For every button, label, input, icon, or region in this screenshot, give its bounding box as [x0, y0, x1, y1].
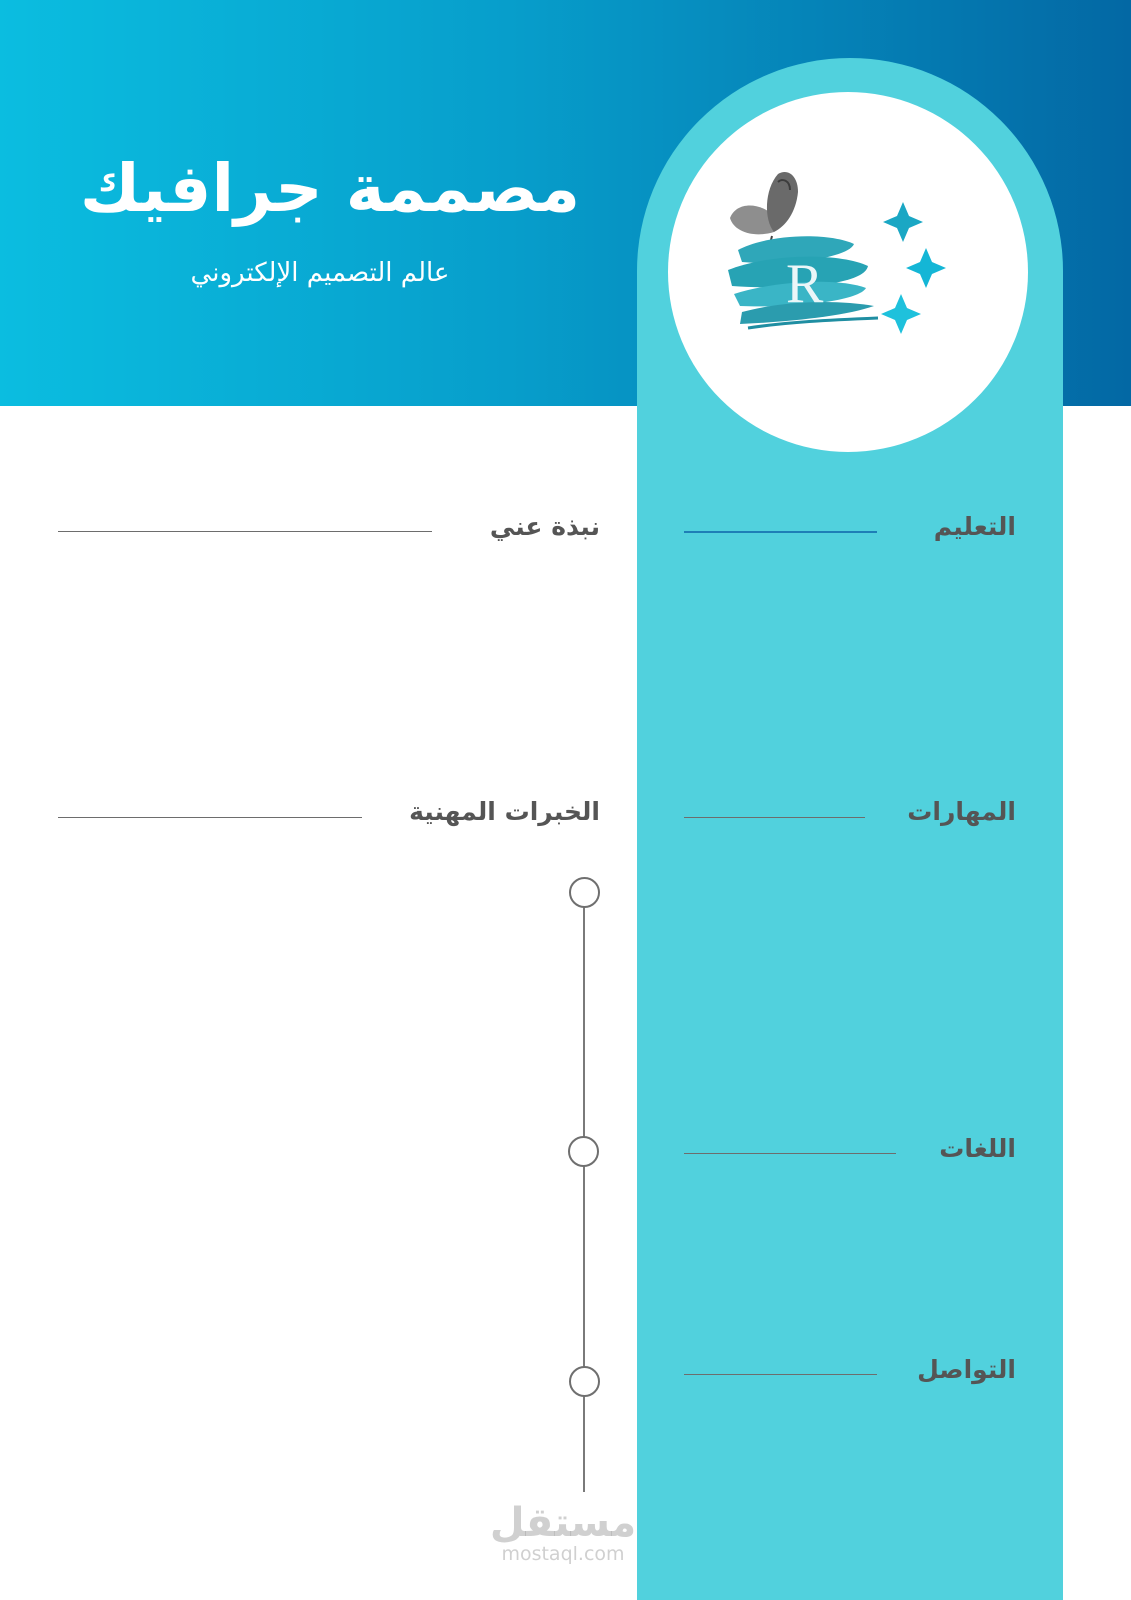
contact-heading: التواصل: [917, 1355, 1016, 1384]
timeline-dot: [569, 1366, 600, 1397]
timeline-dot: [569, 877, 600, 908]
logo-letter: R: [786, 253, 824, 315]
experience-heading: الخبرات المهنية: [409, 797, 600, 826]
page-title: مصممة جرافيك: [79, 150, 581, 227]
languages-heading: اللغات: [939, 1134, 1016, 1163]
experience-divider: [58, 817, 362, 818]
experience-timeline: [583, 907, 585, 1492]
education-heading: التعليم: [933, 512, 1016, 541]
contact-divider: [684, 1374, 877, 1375]
brush-logo-icon: [728, 162, 968, 352]
watermark: [488, 1502, 638, 1564]
skills-divider: [684, 817, 865, 818]
about-heading: نبذة عني: [489, 512, 600, 541]
skills-heading: المهارات: [907, 797, 1016, 826]
page-subtitle: عالم التصميم الإلكتروني: [190, 258, 450, 288]
education-divider: [684, 531, 877, 533]
timeline-dot: [568, 1136, 599, 1167]
watermark-arabic: مستقل: [489, 1500, 637, 1546]
sparkle-icon: [906, 248, 946, 288]
watermark-url: mostaql.com: [501, 1543, 625, 1565]
languages-divider: [684, 1153, 896, 1154]
sparkle-icon: [881, 294, 921, 334]
sparkle-icon: [883, 202, 923, 242]
about-divider: [58, 531, 432, 532]
